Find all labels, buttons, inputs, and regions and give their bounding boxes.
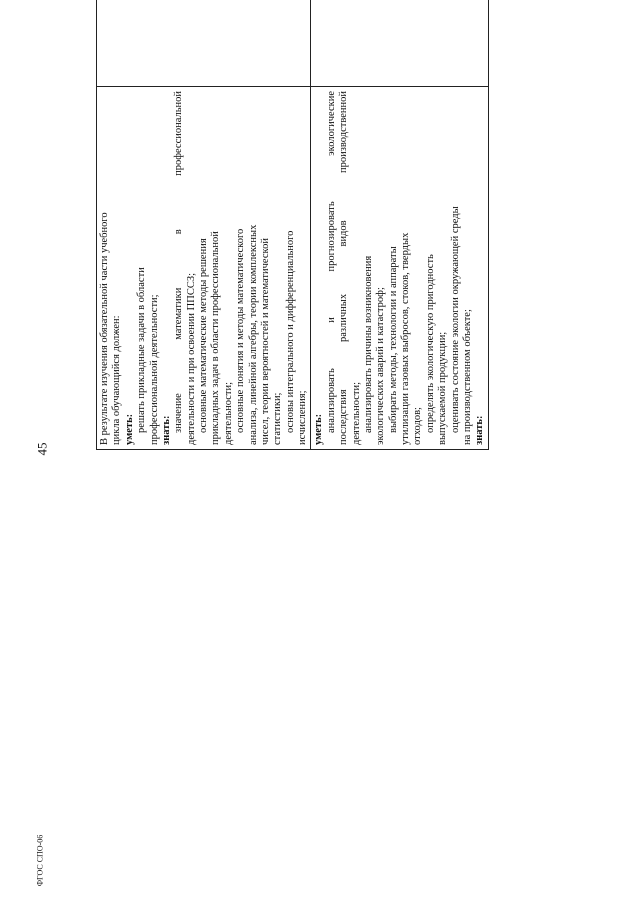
content-cell (97, 87, 311, 450)
table-row (311, 0, 488, 450)
content-line: оценивать состояние экологии окружающей среды (449, 206, 461, 433)
content-line: решать прикладные задачи в области (136, 267, 148, 433)
content-line: знать: (474, 415, 486, 445)
content-line: цикла обучающийся должен: (111, 315, 123, 445)
content-line: уметь: (313, 413, 325, 445)
footer-code: ФГОС СПО-06 (35, 834, 45, 887)
table-row (97, 0, 311, 450)
content-line: отходов; (412, 407, 424, 445)
curriculum-table-container (96, 0, 486, 450)
content-line: анализа, линейной алгебры, теории комплексных (247, 224, 259, 445)
content-line: выбирать методы, технологии и аппараты (387, 246, 399, 433)
content-line: статистики; (272, 392, 284, 445)
content-line: анализировать причины возникновения (362, 255, 374, 433)
content-line: выпускаемой продукции; (437, 331, 449, 445)
empty-cell (311, 0, 488, 87)
content-line: знать: (160, 415, 172, 445)
content-line: чисел, теории вероятностей и математической (259, 238, 271, 445)
content-line: утилизации газовых выбросов, стоков, твердых (400, 232, 411, 445)
content-line: на производственном объекте; (461, 309, 473, 445)
content-line: значение математики в профессиональной (173, 91, 185, 433)
page-number: 45 (34, 442, 50, 456)
content-line: деятельности и при освоении ППССЗ; (185, 272, 197, 445)
content-line: экологических аварий и катастроф; (375, 287, 387, 445)
curriculum-table (96, 0, 489, 450)
content-line: анализировать и прогнозировать экологические (325, 91, 337, 433)
content-line: исчисления; (297, 390, 308, 445)
content-line: основы интегрального и дифференциального (284, 230, 296, 433)
content-line: определять экологическую пригодность (424, 254, 436, 433)
content-line: деятельности; (222, 381, 234, 445)
content-line: В результате изучения обязательной части учебного (99, 212, 110, 445)
empty-cell (97, 0, 311, 87)
content-line: последствия различных видов производственной (338, 91, 350, 445)
content-line: основные понятия и методы математического (235, 228, 247, 433)
content-line: прикладных задач в области профессиональной (210, 231, 222, 445)
content-line: профессиональной деятельности; (148, 294, 160, 445)
content-cell (311, 87, 488, 450)
content-line: деятельности; (350, 381, 362, 445)
content-line: уметь: (123, 413, 135, 445)
content-line: основные математические методы решения (198, 238, 209, 433)
